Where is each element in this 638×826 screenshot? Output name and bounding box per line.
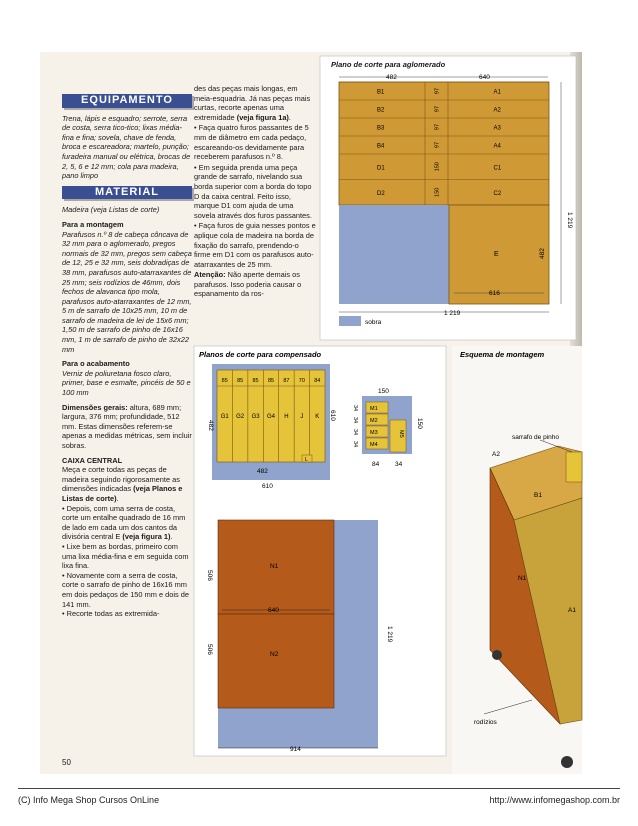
aglo-mid-dim: 97 <box>434 141 441 149</box>
piece-l-label: L <box>305 457 308 463</box>
comp-m-right: 150 <box>416 418 423 429</box>
comp-m-bottom-a: 84 <box>372 461 380 468</box>
piece-n1-label: N1 <box>270 563 279 570</box>
comp-n-left-top: 506 <box>206 570 213 581</box>
label-n1: N1 <box>518 575 527 582</box>
label-a2: A2 <box>492 451 500 458</box>
material-heading: MATERIAL <box>62 186 192 200</box>
caixa-p2-ref: (veja figura 1) <box>122 532 171 542</box>
comp-n-right: 1 219 <box>386 626 393 643</box>
footer-divider <box>18 788 620 789</box>
mid-p1-ref: (veja figura 1a) <box>236 112 289 122</box>
mid-p4: • Faça furos de guia nesses pontos e aplique cola de madeira na borda de fixação do sarrafo, prendendo-o firme em D1 com os parafusos auto-atarraxantes de 25 mm. <box>194 221 316 269</box>
compensado-title: Planos de corte para compensado <box>199 350 322 359</box>
caixa-p1-text: Meça e corte todas as peças de madeira seguindo rigorosamente as dimensões indicadas <box>62 465 180 494</box>
g-bottom-label: G4 <box>266 414 276 420</box>
esquema-title: Esquema de montagem <box>460 350 545 359</box>
comp-m-top: 150 <box>378 388 389 395</box>
m-left-dim: 34 <box>352 404 358 412</box>
label-sarrafo: sarrafo de pinho <box>512 434 559 441</box>
caixa-p3: • Lixe bem as bordas, primeiro com uma lixa média-fina e em seguida com lixa fina. <box>62 541 189 571</box>
aglo-left-label: B3 <box>377 125 385 132</box>
aglo-dim-482: 482 <box>386 74 397 81</box>
aglomerado-title: Plano de corte para aglomerado <box>331 60 446 69</box>
aglo-label-e: E <box>494 251 499 258</box>
caixa-p2-end: . <box>170 532 173 542</box>
mid-p3: • Em seguida prenda uma peça grande de sarrafo, nivelando sua borda superior com a borda do topo D da caixa central. Feito isso, marque D1 com ajuda de uma sovela através dos furos passantes. <box>194 162 312 220</box>
piece-m-label: M1 <box>370 406 378 412</box>
g-bottom-label: J <box>300 414 304 420</box>
mid-p5-text: Não aperte demais os parafusos. Isso poderia causar o espanamento da ros- <box>194 270 302 299</box>
aglo-mid-dim: 97 <box>434 87 441 95</box>
aglo-mid-dim: 150 <box>434 162 441 172</box>
g-top-label: 85 <box>237 378 244 384</box>
m-left-dim: 34 <box>352 428 358 436</box>
mid-p1-end: . <box>288 112 291 122</box>
comp-dim-right: 610 <box>329 410 336 421</box>
caixa-p1-end: . <box>116 493 119 503</box>
montagem-text: Parafusos n.º 8 de cabeça côncava de 32 mm para o aglomerado, pregos normais de 32 mm, pregos sem cabeça de 12, 25 e 32 mm, seis dobradiças de 38 mm, parafusos auto-atarraxantes de 25 mm; seis rodízios de 46mm, dois fechos de alavanca tipo mola, parafusos auto-atarraxantes de 12 mm, 5 m de sarrafo de 10x25 mm, 10 m de sarrafo de madeira de lei de 15x6 mm; 1,50 m de sarrafo de pinho de 16x16 mm, 1 m de sarrafo de pinho de 32x22 mm <box>62 229 192 354</box>
equipamento-heading: EQUIPAMENTO <box>62 94 192 108</box>
comp-n-mid: 640 <box>268 607 279 614</box>
piece-m-label: M3 <box>370 430 378 436</box>
m-left-dim: 34 <box>352 440 358 448</box>
g-bottom-label: K <box>315 414 320 420</box>
equipamento-text: Trena, lápis e esquadro; serrote, serra de costa, serra tico-tico; lixas média-fina e fina; sovela, chave de fenda, broca e escareadora; martelo, punção; furadeira manual ou elétrica, brocas de 2, 5, 6 e 12 mm; cola para madeira, pano limpo <box>62 113 191 181</box>
caixa-p1-ref: (veja Planos e Listas de corte) <box>62 484 183 503</box>
comp-n-left-bot: 506 <box>206 644 213 655</box>
dimensoes-heading: Dimensões gerais: <box>62 402 128 412</box>
footer-url[interactable]: http://www.infomegashop.com.br <box>489 795 620 805</box>
aglo-dim-width: 1 219 <box>444 310 461 317</box>
aglo-right-label: A1 <box>493 89 501 96</box>
legend-swatch <box>339 316 361 326</box>
mid-p1-text: des das peças mais longas, em meia-esquadria. Já nas peças mais curtas, recorte apenas uma extremidade <box>194 84 311 122</box>
montagem-heading: Para a montagem <box>62 219 124 229</box>
g-bottom-label: G1 <box>220 414 229 420</box>
piece-n2-label: N2 <box>270 651 279 658</box>
g-top-label: 85 <box>252 378 259 384</box>
label-rodizios: rodízios <box>474 719 497 726</box>
piece-m-label: M4 <box>370 442 378 448</box>
aglo-left-label: B1 <box>377 89 385 96</box>
g-bottom-label: H <box>284 414 289 420</box>
caster-1 <box>492 650 502 660</box>
g-top-label: 70 <box>298 378 305 384</box>
g-bottom-label: G2 <box>236 414 245 420</box>
material-text: Madeira (veja Listas de corte) <box>62 205 160 215</box>
acabamento-heading: Para o acabamento <box>62 359 130 369</box>
dimensoes-text: altura, 689 mm; largura, 376 mm; profundidade, 512 mm. Estas dimensões referem-se apenas a medidas métricas, sem incluir sobras. <box>62 402 192 450</box>
comp-dim-482: 482 <box>257 468 268 475</box>
aglo-right-label: A4 <box>493 143 501 150</box>
aglo-left-label: D2 <box>377 190 385 197</box>
aglo-e-dim: 482 <box>539 248 546 259</box>
mid-p2: • Faça quatro furos passantes de 5 mm de diâmetro em cada pedaço, escareando-os devidamente para receberem parafusos n.º 8. <box>194 123 309 162</box>
aglo-right-label: C1 <box>493 165 502 172</box>
piece-m-label: M2 <box>370 418 378 424</box>
comp-dim-610: 610 <box>262 483 273 490</box>
aglo-mid-dim: 97 <box>434 123 441 131</box>
g-top-label: 87 <box>283 378 290 384</box>
g-bottom-label: G3 <box>251 414 260 420</box>
aglo-left-label: B2 <box>377 107 385 114</box>
comp-dim-left: 482 <box>207 420 214 431</box>
aglo-right-label: A3 <box>493 125 501 132</box>
aglo-sobra-area <box>339 205 449 304</box>
page-number: 50 <box>62 758 71 767</box>
aglomerado-plan <box>320 56 576 340</box>
aglo-left-label: D1 <box>377 165 385 172</box>
aglo-mid-dim: 97 <box>434 105 441 113</box>
mid-p5-head: Atenção: <box>194 270 226 280</box>
comp-m-bottom-b: 34 <box>395 461 403 468</box>
caixa-p5: • Recorte todas as extremida- <box>62 609 160 619</box>
g-top-label: 85 <box>267 378 275 384</box>
caixa-p2-text: • Depois, com uma serra de costa, corte um entalhe quadrado de 16 mm de lado em cada um dos cantos da divisória central E <box>62 503 186 542</box>
piece-m5-label: M5 <box>398 430 404 438</box>
aglo-mid-dim: 150 <box>434 187 441 197</box>
comp-n-bottom: 914 <box>290 746 301 753</box>
g-top-label: 84 <box>314 378 321 384</box>
sarrafo-piece <box>566 452 582 482</box>
caixa-p4: • Novamente com a serra de costa, corte o sarrafo de pinho de 16x16 mm em dois pedaços de 150 mm e dois de 141 mm. <box>62 570 189 609</box>
acabamento-text: Verniz de poliuretana fosco claro, primer, base e esmalte, pincéis de 50 e 100 mm <box>62 368 191 398</box>
aglo-dim-616: 616 <box>489 290 500 297</box>
label-b1: B1 <box>534 492 542 499</box>
aglo-left-label: B4 <box>377 143 385 150</box>
g-top-label: 85 <box>221 378 228 384</box>
aglo-right-label: A2 <box>493 107 501 114</box>
caixa-central-heading: CAIXA CENTRAL <box>62 455 123 465</box>
esquema-montagem <box>452 346 582 774</box>
aglo-strip-area <box>339 82 549 205</box>
m-left-dim: 34 <box>352 416 358 424</box>
compensado-plan <box>194 346 446 756</box>
aglo-right-label: C2 <box>493 190 502 197</box>
legend-label: sobra <box>365 319 382 326</box>
aglo-dim-height: 1 219 <box>566 212 573 229</box>
caster-2 <box>561 756 573 768</box>
piece-n2 <box>218 614 334 708</box>
label-a1: A1 <box>568 607 576 614</box>
aglo-dim-640: 640 <box>479 74 490 81</box>
footer-copyright: (C) Info Mega Shop Cursos OnLine <box>18 795 160 805</box>
footer <box>18 795 620 805</box>
